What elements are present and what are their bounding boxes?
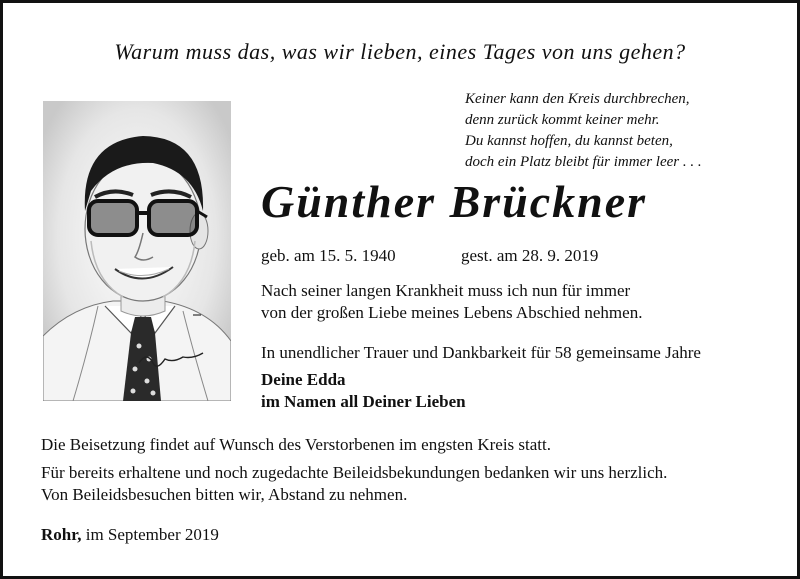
- poem-line: Keiner kann den Kreis durchbrechen,: [465, 91, 690, 107]
- farewell-message: [261, 280, 642, 324]
- life-dates: [261, 246, 599, 266]
- poem-line: denn zurück kommt keiner mehr.: [465, 112, 660, 128]
- signature-line: im Namen all Deiner Lieben: [261, 392, 466, 411]
- birth-date: geb. am 15. 5. 1940: [261, 246, 396, 265]
- deceased-name: Günther Brückner: [261, 176, 648, 227]
- gratitude-line: In unendlicher Trauer und Dankbarkeit für 58 gemeinsame Jahre: [261, 343, 701, 362]
- poem-line: doch ein Platz bleibt für immer leer . . .: [465, 154, 702, 170]
- funeral-notice: Die Beisetzung findet auf Wunsch des Verstorbenen im engsten Kreis statt.: [41, 435, 551, 454]
- signature-block: [261, 369, 466, 413]
- place-date: [41, 524, 219, 546]
- motto-heading: Warum muss das, was wir lieben, eines Tages von uns gehen?: [114, 39, 686, 64]
- thanks-notice: [41, 462, 667, 506]
- poem-line: Du kannst hoffen, du kannst beten,: [465, 133, 673, 149]
- thanks-line: Von Beileidsbesuchen bitten wir, Abstand zu nehmen.: [41, 485, 408, 504]
- date-line: im September 2019: [81, 525, 219, 544]
- place: Rohr,: [41, 525, 82, 544]
- death-date: gest. am 28. 9. 2019: [461, 246, 599, 265]
- poem: [465, 89, 702, 173]
- portrait-drawing: [43, 101, 231, 401]
- message-line: von der großen Liebe meines Lebens Abschied nehmen.: [261, 303, 643, 322]
- thanks-line: Für bereits erhaltene und noch zugedachte Beileidsbekundungen bedanken wir uns herzlich.: [41, 463, 668, 482]
- message-line: Nach seiner langen Krankheit muss ich nun für immer: [261, 281, 631, 300]
- signature-line: Deine Edda: [261, 370, 346, 389]
